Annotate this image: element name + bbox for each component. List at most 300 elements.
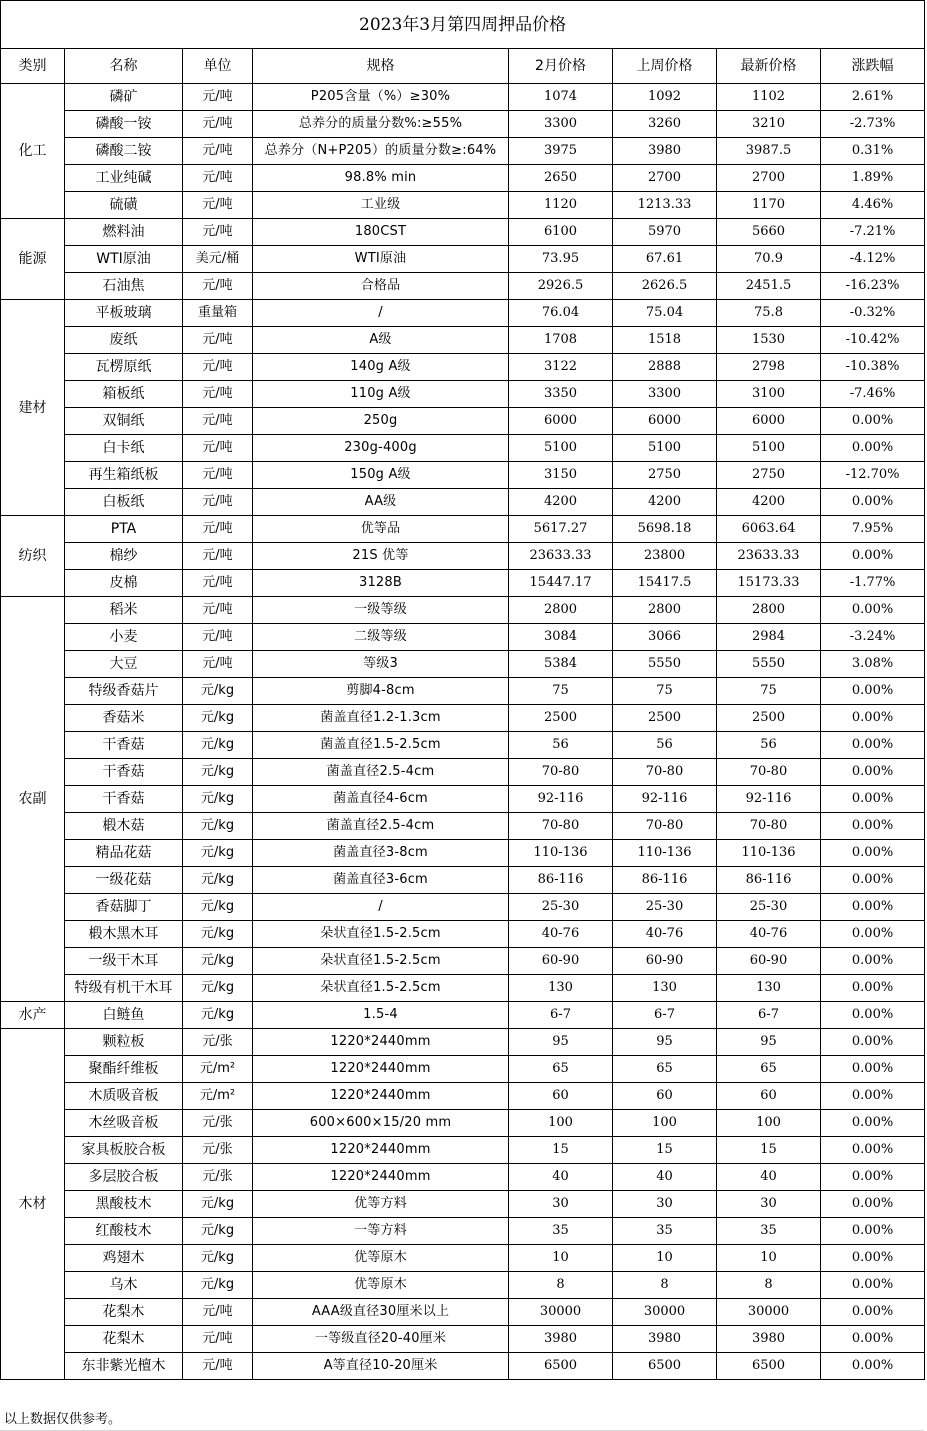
last-week-price-cell: 40 bbox=[613, 1164, 717, 1191]
unit-cell: 元/吨 bbox=[183, 165, 253, 192]
last-week-price-cell: 5100 bbox=[613, 435, 717, 462]
feb-price-cell: 40-76 bbox=[509, 921, 613, 948]
feb-price-cell: 5100 bbox=[509, 435, 613, 462]
table-row bbox=[1, 840, 925, 867]
last-week-price-cell: 15417.5 bbox=[613, 570, 717, 597]
feb-price-cell: 73.95 bbox=[509, 246, 613, 273]
latest-price-cell: 15173.33 bbox=[717, 570, 821, 597]
item-name-cell: 花梨木 bbox=[65, 1299, 183, 1326]
unit-cell: 元/张 bbox=[183, 1029, 253, 1056]
item-name-cell: 一级花菇 bbox=[65, 867, 183, 894]
table-row bbox=[1, 300, 925, 327]
spec-cell: 一等级直径20-40厘米 bbox=[253, 1326, 509, 1353]
item-name-cell: 棉纱 bbox=[65, 543, 183, 570]
last-week-price-cell: 30000 bbox=[613, 1299, 717, 1326]
last-week-price-cell: 3260 bbox=[613, 111, 717, 138]
item-name-cell: 特级有机干木耳 bbox=[65, 975, 183, 1002]
latest-price-cell: 100 bbox=[717, 1110, 821, 1137]
last-week-price-cell: 30 bbox=[613, 1191, 717, 1218]
change-cell: 0.00% bbox=[821, 1191, 925, 1218]
feb-price-cell: 70-80 bbox=[509, 759, 613, 786]
spec-cell: 3128B bbox=[253, 570, 509, 597]
change-cell: 0.00% bbox=[821, 1245, 925, 1272]
unit-cell: 元/吨 bbox=[183, 219, 253, 246]
unit-cell: 元/kg bbox=[183, 1272, 253, 1299]
table-row bbox=[1, 1191, 925, 1218]
last-week-price-cell: 4200 bbox=[613, 489, 717, 516]
latest-price-cell: 3210 bbox=[717, 111, 821, 138]
change-cell: 0.00% bbox=[821, 1272, 925, 1299]
item-name-cell: 稻米 bbox=[65, 597, 183, 624]
latest-price-cell: 15 bbox=[717, 1137, 821, 1164]
last-week-price-cell: 130 bbox=[613, 975, 717, 1002]
change-cell: 0.00% bbox=[821, 435, 925, 462]
latest-price-cell: 2800 bbox=[717, 597, 821, 624]
latest-price-cell: 65 bbox=[717, 1056, 821, 1083]
table-row bbox=[1, 813, 925, 840]
latest-price-cell: 1170 bbox=[717, 192, 821, 219]
header-unit: 单位 bbox=[183, 49, 253, 84]
feb-price-cell: 10 bbox=[509, 1245, 613, 1272]
spec-cell: 菌盖直径2.5-4cm bbox=[253, 759, 509, 786]
item-name-cell: 家具板胶合板 bbox=[65, 1137, 183, 1164]
last-week-price-cell: 15 bbox=[613, 1137, 717, 1164]
spec-cell: 菌盖直径1.5-2.5cm bbox=[253, 732, 509, 759]
change-cell: 2.61% bbox=[821, 84, 925, 111]
latest-price-cell: 3987.5 bbox=[717, 138, 821, 165]
item-name-cell: 花梨木 bbox=[65, 1326, 183, 1353]
change-cell: 0.00% bbox=[821, 786, 925, 813]
table-row bbox=[1, 462, 925, 489]
feb-price-cell: 8 bbox=[509, 1272, 613, 1299]
last-week-price-cell: 75 bbox=[613, 678, 717, 705]
change-cell: 0.00% bbox=[821, 867, 925, 894]
table-row bbox=[1, 570, 925, 597]
unit-cell: 元/m² bbox=[183, 1083, 253, 1110]
table-row bbox=[1, 894, 925, 921]
latest-price-cell: 92-116 bbox=[717, 786, 821, 813]
item-name-cell: 磷矿 bbox=[65, 84, 183, 111]
change-cell: 0.00% bbox=[821, 1029, 925, 1056]
item-name-cell: 东非紫光檀木 bbox=[65, 1353, 183, 1380]
latest-price-cell: 3100 bbox=[717, 381, 821, 408]
table-row bbox=[1, 678, 925, 705]
latest-price-cell: 30 bbox=[717, 1191, 821, 1218]
table-row bbox=[1, 1299, 925, 1326]
table-row bbox=[1, 192, 925, 219]
item-name-cell: 木丝吸音板 bbox=[65, 1110, 183, 1137]
feb-price-cell: 25-30 bbox=[509, 894, 613, 921]
last-week-price-cell: 8 bbox=[613, 1272, 717, 1299]
header-latest-price: 最新价格 bbox=[717, 49, 821, 84]
spec-cell: 朵状直径1.5-2.5cm bbox=[253, 948, 509, 975]
last-week-price-cell: 2750 bbox=[613, 462, 717, 489]
unit-cell: 元/吨 bbox=[183, 624, 253, 651]
change-cell: -1.77% bbox=[821, 570, 925, 597]
spec-cell: 1.5-4 bbox=[253, 1002, 509, 1029]
feb-price-cell: 30 bbox=[509, 1191, 613, 1218]
feb-price-cell: 110-136 bbox=[509, 840, 613, 867]
latest-price-cell: 10 bbox=[717, 1245, 821, 1272]
header-feb-price: 2月价格 bbox=[509, 49, 613, 84]
spec-cell: 21S 优等 bbox=[253, 543, 509, 570]
feb-price-cell: 6000 bbox=[509, 408, 613, 435]
item-name-cell: 椴木菇 bbox=[65, 813, 183, 840]
item-name-cell: 香菇米 bbox=[65, 705, 183, 732]
feb-price-cell: 130 bbox=[509, 975, 613, 1002]
change-cell: -12.70% bbox=[821, 462, 925, 489]
last-week-price-cell: 110-136 bbox=[613, 840, 717, 867]
last-week-price-cell: 2800 bbox=[613, 597, 717, 624]
spec-cell: 250g bbox=[253, 408, 509, 435]
item-name-cell: 工业纯碱 bbox=[65, 165, 183, 192]
last-week-price-cell: 10 bbox=[613, 1245, 717, 1272]
latest-price-cell: 40 bbox=[717, 1164, 821, 1191]
feb-price-cell: 2650 bbox=[509, 165, 613, 192]
last-week-price-cell: 40-76 bbox=[613, 921, 717, 948]
last-week-price-cell: 1092 bbox=[613, 84, 717, 111]
last-week-price-cell: 5550 bbox=[613, 651, 717, 678]
latest-price-cell: 5100 bbox=[717, 435, 821, 462]
change-cell: 0.00% bbox=[821, 1218, 925, 1245]
item-name-cell: 双铜纸 bbox=[65, 408, 183, 435]
change-cell: -7.21% bbox=[821, 219, 925, 246]
feb-price-cell: 3300 bbox=[509, 111, 613, 138]
item-name-cell: 聚酯纤维板 bbox=[65, 1056, 183, 1083]
unit-cell: 元/kg bbox=[183, 705, 253, 732]
item-name-cell: 红酸枝木 bbox=[65, 1218, 183, 1245]
feb-price-cell: 60 bbox=[509, 1083, 613, 1110]
last-week-price-cell: 3066 bbox=[613, 624, 717, 651]
spec-cell: 150g A级 bbox=[253, 462, 509, 489]
item-name-cell: 黑酸枝木 bbox=[65, 1191, 183, 1218]
feb-price-cell: 70-80 bbox=[509, 813, 613, 840]
item-name-cell: 大豆 bbox=[65, 651, 183, 678]
spec-cell: 优等原木 bbox=[253, 1245, 509, 1272]
unit-cell: 元/kg bbox=[183, 678, 253, 705]
latest-price-cell: 130 bbox=[717, 975, 821, 1002]
change-cell: -10.42% bbox=[821, 327, 925, 354]
latest-price-cell: 8 bbox=[717, 1272, 821, 1299]
table-row bbox=[1, 138, 925, 165]
spec-cell: 总养分（N+P205）的质量分数≥:64% bbox=[253, 138, 509, 165]
unit-cell: 重量箱 bbox=[183, 300, 253, 327]
latest-price-cell: 6-7 bbox=[717, 1002, 821, 1029]
latest-price-cell: 6500 bbox=[717, 1353, 821, 1380]
last-week-price-cell: 95 bbox=[613, 1029, 717, 1056]
item-name-cell: 一级干木耳 bbox=[65, 948, 183, 975]
change-cell: -2.73% bbox=[821, 111, 925, 138]
table-row bbox=[1, 948, 925, 975]
change-cell: 0.00% bbox=[821, 894, 925, 921]
feb-price-cell: 6100 bbox=[509, 219, 613, 246]
spec-cell: 600×600×15/20 mm bbox=[253, 1110, 509, 1137]
latest-price-cell: 6000 bbox=[717, 408, 821, 435]
latest-price-cell: 70-80 bbox=[717, 759, 821, 786]
item-name-cell: 废纸 bbox=[65, 327, 183, 354]
item-name-cell: 鸡翅木 bbox=[65, 1245, 183, 1272]
feb-price-cell: 95 bbox=[509, 1029, 613, 1056]
table-row bbox=[1, 1002, 925, 1029]
header-row bbox=[1, 49, 925, 84]
change-cell: 0.00% bbox=[821, 1137, 925, 1164]
item-name-cell: 香菇脚丁 bbox=[65, 894, 183, 921]
table-row bbox=[1, 246, 925, 273]
item-name-cell: 精品花菇 bbox=[65, 840, 183, 867]
spec-cell: 一等方料 bbox=[253, 1218, 509, 1245]
spec-cell: 朵状直径1.5-2.5cm bbox=[253, 975, 509, 1002]
spec-cell: 菌盖直径4-6cm bbox=[253, 786, 509, 813]
feb-price-cell: 2926.5 bbox=[509, 273, 613, 300]
latest-price-cell: 3980 bbox=[717, 1326, 821, 1353]
item-name-cell: 燃料油 bbox=[65, 219, 183, 246]
table-row bbox=[1, 867, 925, 894]
unit-cell: 元/吨 bbox=[183, 1353, 253, 1380]
latest-price-cell: 86-116 bbox=[717, 867, 821, 894]
unit-cell: 元/kg bbox=[183, 732, 253, 759]
latest-price-cell: 4200 bbox=[717, 489, 821, 516]
table-row bbox=[1, 354, 925, 381]
spec-cell: / bbox=[253, 300, 509, 327]
unit-cell: 元/吨 bbox=[183, 354, 253, 381]
unit-cell: 元/m² bbox=[183, 1056, 253, 1083]
item-name-cell: PTA bbox=[65, 516, 183, 543]
change-cell: 0.00% bbox=[821, 813, 925, 840]
item-name-cell: 干香菇 bbox=[65, 759, 183, 786]
change-cell: 4.46% bbox=[821, 192, 925, 219]
feb-price-cell: 86-116 bbox=[509, 867, 613, 894]
table-row bbox=[1, 786, 925, 813]
feb-price-cell: 92-116 bbox=[509, 786, 613, 813]
last-week-price-cell: 6500 bbox=[613, 1353, 717, 1380]
spec-cell: 等级3 bbox=[253, 651, 509, 678]
last-week-price-cell: 2888 bbox=[613, 354, 717, 381]
change-cell: 0.00% bbox=[821, 759, 925, 786]
last-week-price-cell: 56 bbox=[613, 732, 717, 759]
latest-price-cell: 2451.5 bbox=[717, 273, 821, 300]
last-week-price-cell: 6000 bbox=[613, 408, 717, 435]
unit-cell: 元/kg bbox=[183, 1218, 253, 1245]
spec-cell: 优等品 bbox=[253, 516, 509, 543]
last-week-price-cell: 2626.5 bbox=[613, 273, 717, 300]
last-week-price-cell: 70-80 bbox=[613, 813, 717, 840]
last-week-price-cell: 23800 bbox=[613, 543, 717, 570]
spec-cell: 230g-400g bbox=[253, 435, 509, 462]
table-row bbox=[1, 1029, 925, 1056]
table-row bbox=[1, 381, 925, 408]
latest-price-cell: 30000 bbox=[717, 1299, 821, 1326]
feb-price-cell: 30000 bbox=[509, 1299, 613, 1326]
feb-price-cell: 3975 bbox=[509, 138, 613, 165]
table-row bbox=[1, 516, 925, 543]
feb-price-cell: 3150 bbox=[509, 462, 613, 489]
header-last-week-price: 上周价格 bbox=[613, 49, 717, 84]
item-name-cell: 瓦楞原纸 bbox=[65, 354, 183, 381]
change-cell: 0.00% bbox=[821, 1353, 925, 1380]
table-row bbox=[1, 1272, 925, 1299]
unit-cell: 元/kg bbox=[183, 813, 253, 840]
latest-price-cell: 35 bbox=[717, 1218, 821, 1245]
change-cell: 0.00% bbox=[821, 1056, 925, 1083]
unit-cell: 元/kg bbox=[183, 921, 253, 948]
category-cell: 能源 bbox=[1, 219, 65, 300]
spec-cell: / bbox=[253, 894, 509, 921]
change-cell: -7.46% bbox=[821, 381, 925, 408]
feb-price-cell: 1708 bbox=[509, 327, 613, 354]
spec-cell: P205含量（%）≥30% bbox=[253, 84, 509, 111]
unit-cell: 元/kg bbox=[183, 975, 253, 1002]
latest-price-cell: 1102 bbox=[717, 84, 821, 111]
feb-price-cell: 3122 bbox=[509, 354, 613, 381]
item-name-cell: 干香菇 bbox=[65, 732, 183, 759]
change-cell: 0.00% bbox=[821, 975, 925, 1002]
spec-cell: 1220*2440mm bbox=[253, 1083, 509, 1110]
latest-price-cell: 56 bbox=[717, 732, 821, 759]
table-row bbox=[1, 408, 925, 435]
item-name-cell: 小麦 bbox=[65, 624, 183, 651]
spec-cell: 1220*2440mm bbox=[253, 1137, 509, 1164]
feb-price-cell: 1074 bbox=[509, 84, 613, 111]
item-name-cell: 箱板纸 bbox=[65, 381, 183, 408]
table-row bbox=[1, 1218, 925, 1245]
latest-price-cell: 2750 bbox=[717, 462, 821, 489]
feb-price-cell: 1120 bbox=[509, 192, 613, 219]
unit-cell: 元/吨 bbox=[183, 408, 253, 435]
unit-cell: 元/kg bbox=[183, 894, 253, 921]
unit-cell: 元/kg bbox=[183, 1191, 253, 1218]
spec-cell: 98.8% min bbox=[253, 165, 509, 192]
spec-cell: 二级等级 bbox=[253, 624, 509, 651]
latest-price-cell: 60 bbox=[717, 1083, 821, 1110]
feb-price-cell: 65 bbox=[509, 1056, 613, 1083]
item-name-cell: 白鲢鱼 bbox=[65, 1002, 183, 1029]
table-row bbox=[1, 435, 925, 462]
unit-cell: 元/吨 bbox=[183, 192, 253, 219]
feb-price-cell: 2500 bbox=[509, 705, 613, 732]
spec-cell: WTI原油 bbox=[253, 246, 509, 273]
last-week-price-cell: 3980 bbox=[613, 138, 717, 165]
unit-cell: 元/吨 bbox=[183, 435, 253, 462]
spec-cell: 菌盖直径2.5-4cm bbox=[253, 813, 509, 840]
header-change: 涨跌幅 bbox=[821, 49, 925, 84]
header-category: 类别 bbox=[1, 49, 65, 84]
item-name-cell: 干香菇 bbox=[65, 786, 183, 813]
spec-cell: AAA级直径30厘米以上 bbox=[253, 1299, 509, 1326]
spec-cell: A等直径10-20厘米 bbox=[253, 1353, 509, 1380]
footnote: 以上数据仅供参考。 bbox=[4, 1412, 122, 1427]
latest-price-cell: 2500 bbox=[717, 705, 821, 732]
unit-cell: 元/kg bbox=[183, 1245, 253, 1272]
change-cell: 0.00% bbox=[821, 705, 925, 732]
table-row bbox=[1, 1137, 925, 1164]
feb-price-cell: 3084 bbox=[509, 624, 613, 651]
table-row bbox=[1, 219, 925, 246]
change-cell: 0.00% bbox=[821, 1002, 925, 1029]
last-week-price-cell: 1518 bbox=[613, 327, 717, 354]
last-week-price-cell: 92-116 bbox=[613, 786, 717, 813]
last-week-price-cell: 60-90 bbox=[613, 948, 717, 975]
table-row bbox=[1, 1326, 925, 1353]
change-cell: 0.00% bbox=[821, 1326, 925, 1353]
spec-cell: 菌盖直径1.2-1.3cm bbox=[253, 705, 509, 732]
latest-price-cell: 75.8 bbox=[717, 300, 821, 327]
feb-price-cell: 6-7 bbox=[509, 1002, 613, 1029]
unit-cell: 元/吨 bbox=[183, 111, 253, 138]
spec-cell: 总养分的质量分数%:≥55% bbox=[253, 111, 509, 138]
feb-price-cell: 40 bbox=[509, 1164, 613, 1191]
category-cell: 建材 bbox=[1, 300, 65, 516]
category-cell: 水产 bbox=[1, 1002, 65, 1029]
item-name-cell: WTI原油 bbox=[65, 246, 183, 273]
change-cell: -0.32% bbox=[821, 300, 925, 327]
spec-cell: 剪脚4-8cm bbox=[253, 678, 509, 705]
feb-price-cell: 3350 bbox=[509, 381, 613, 408]
table-row bbox=[1, 273, 925, 300]
item-name-cell: 再生箱纸板 bbox=[65, 462, 183, 489]
change-cell: 0.00% bbox=[821, 732, 925, 759]
spec-cell: 合格品 bbox=[253, 273, 509, 300]
unit-cell: 元/kg bbox=[183, 948, 253, 975]
last-week-price-cell: 6-7 bbox=[613, 1002, 717, 1029]
latest-price-cell: 95 bbox=[717, 1029, 821, 1056]
table-row bbox=[1, 84, 925, 111]
change-cell: 0.00% bbox=[821, 543, 925, 570]
change-cell: 0.00% bbox=[821, 921, 925, 948]
last-week-price-cell: 86-116 bbox=[613, 867, 717, 894]
last-week-price-cell: 5970 bbox=[613, 219, 717, 246]
unit-cell: 元/kg bbox=[183, 867, 253, 894]
feb-price-cell: 2800 bbox=[509, 597, 613, 624]
last-week-price-cell: 75.04 bbox=[613, 300, 717, 327]
header-spec: 规格 bbox=[253, 49, 509, 84]
table-row bbox=[1, 975, 925, 1002]
change-cell: 0.00% bbox=[821, 1164, 925, 1191]
feb-price-cell: 75 bbox=[509, 678, 613, 705]
table-row bbox=[1, 111, 925, 138]
latest-price-cell: 2984 bbox=[717, 624, 821, 651]
unit-cell: 元/吨 bbox=[183, 597, 253, 624]
table-row bbox=[1, 327, 925, 354]
unit-cell: 元/kg bbox=[183, 786, 253, 813]
table-row bbox=[1, 1164, 925, 1191]
change-cell: 0.00% bbox=[821, 1083, 925, 1110]
header-name: 名称 bbox=[65, 49, 183, 84]
unit-cell: 元/吨 bbox=[183, 138, 253, 165]
unit-cell: 元/kg bbox=[183, 1002, 253, 1029]
change-cell: 0.00% bbox=[821, 948, 925, 975]
change-cell: -16.23% bbox=[821, 273, 925, 300]
table-row bbox=[1, 705, 925, 732]
unit-cell: 元/吨 bbox=[183, 543, 253, 570]
change-cell: 0.00% bbox=[821, 1110, 925, 1137]
sheet-title: 2023年3月第四周押品价格 bbox=[1, 1, 925, 49]
table-row bbox=[1, 1110, 925, 1137]
item-name-cell: 磷酸二铵 bbox=[65, 138, 183, 165]
change-cell: -4.12% bbox=[821, 246, 925, 273]
change-cell: 0.00% bbox=[821, 678, 925, 705]
table-row bbox=[1, 1353, 925, 1380]
latest-price-cell: 75 bbox=[717, 678, 821, 705]
latest-price-cell: 70.9 bbox=[717, 246, 821, 273]
change-cell: 0.00% bbox=[821, 597, 925, 624]
latest-price-cell: 6063.64 bbox=[717, 516, 821, 543]
unit-cell: 元/吨 bbox=[183, 570, 253, 597]
item-name-cell: 木质吸音板 bbox=[65, 1083, 183, 1110]
last-week-price-cell: 5698.18 bbox=[613, 516, 717, 543]
feb-price-cell: 56 bbox=[509, 732, 613, 759]
unit-cell: 元/吨 bbox=[183, 84, 253, 111]
change-cell: 0.00% bbox=[821, 840, 925, 867]
